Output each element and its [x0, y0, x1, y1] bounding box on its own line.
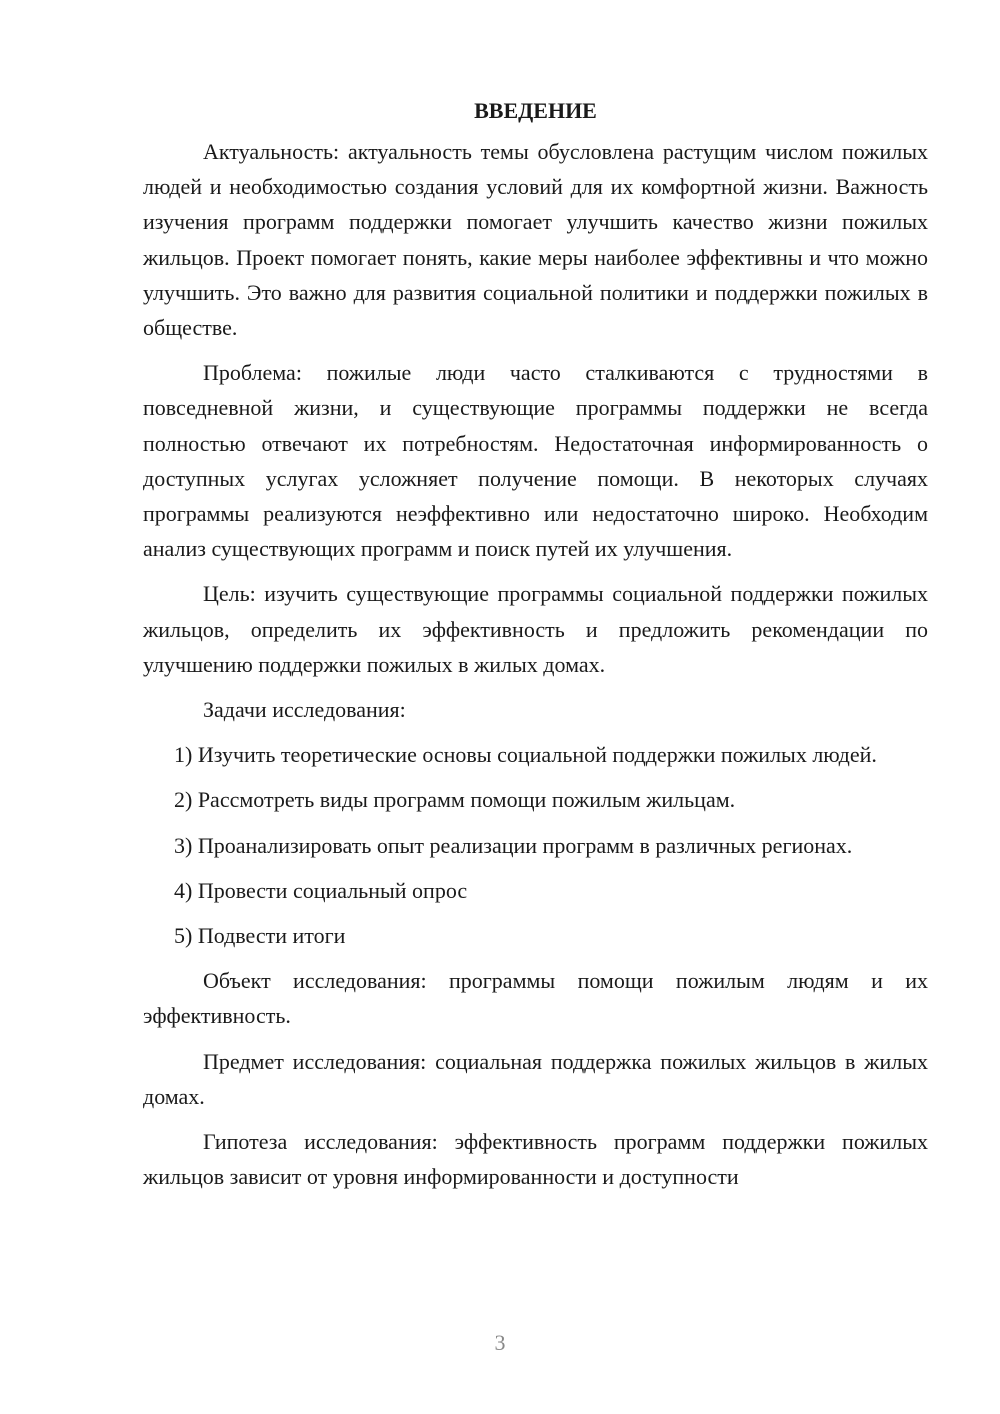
paragraph-problem: Проблема: пожилые люди часто сталкиваются с трудностями в повседневной жизни, и существующие программы поддержки не всегда полностью отвечают их потребностям. Недостаточная информированность о доступных услугах усложняет получение помощи. В некоторых случаях программы реализуются неэффективно или недостаточно широко. Необходим анализ существующих программ и поиск путей их улучшения. [143, 360, 928, 562]
paragraph-subject: Предмет исследования: социальная поддержка пожилых жильцов в жилых домах. [143, 1048, 928, 1109]
section-title: ВВЕДЕНИЕ [474, 98, 597, 123]
task-item-1: 1) Изучить теоретические основы социальной поддержки пожилых людей. [174, 742, 877, 768]
paragraph-goal: Цель: изучить существующие программы социальной поддержки пожилых жильцов, определить их эффективность и предложить рекомендации по улучшению поддержки пожилых в жилых домах. [143, 581, 928, 677]
task-item-5: 5) Подвести итоги [174, 923, 346, 949]
paragraph-object: Объект исследования: программы помощи пожилым людям и их эффективность. [143, 968, 928, 1029]
page-content [143, 93, 928, 1204]
paragraph-relevance: Актуальность: актуальность темы обусловлена растущим числом пожилых людей и необходимостью создания условий для их комфортной жизни. Важность изучения программ поддержки помогает улучшить качество жизни пожилых жильцов. Проект помогает понять, какие меры наиболее эффективны и что можно улучшить. Это важно для развития социальной политики и поддержки пожилых в обществе. [143, 139, 928, 341]
task-item-4: 4) Провести социальный опрос [174, 877, 468, 903]
task-item-3: 3) Проанализировать опыт реализации программ в различных регионах. [174, 832, 853, 858]
paragraph-hypothesis: Гипотеза исследования: эффективность программ поддержки пожилых жильцов зависит от уровня информированности и доступности [143, 1129, 928, 1190]
page-number: 3 [494, 1330, 506, 1355]
task-item-2: 2) Рассмотреть виды программ помощи пожилым жильцам. [174, 787, 736, 813]
paragraph-tasks-heading: Задачи исследования: [203, 697, 406, 723]
